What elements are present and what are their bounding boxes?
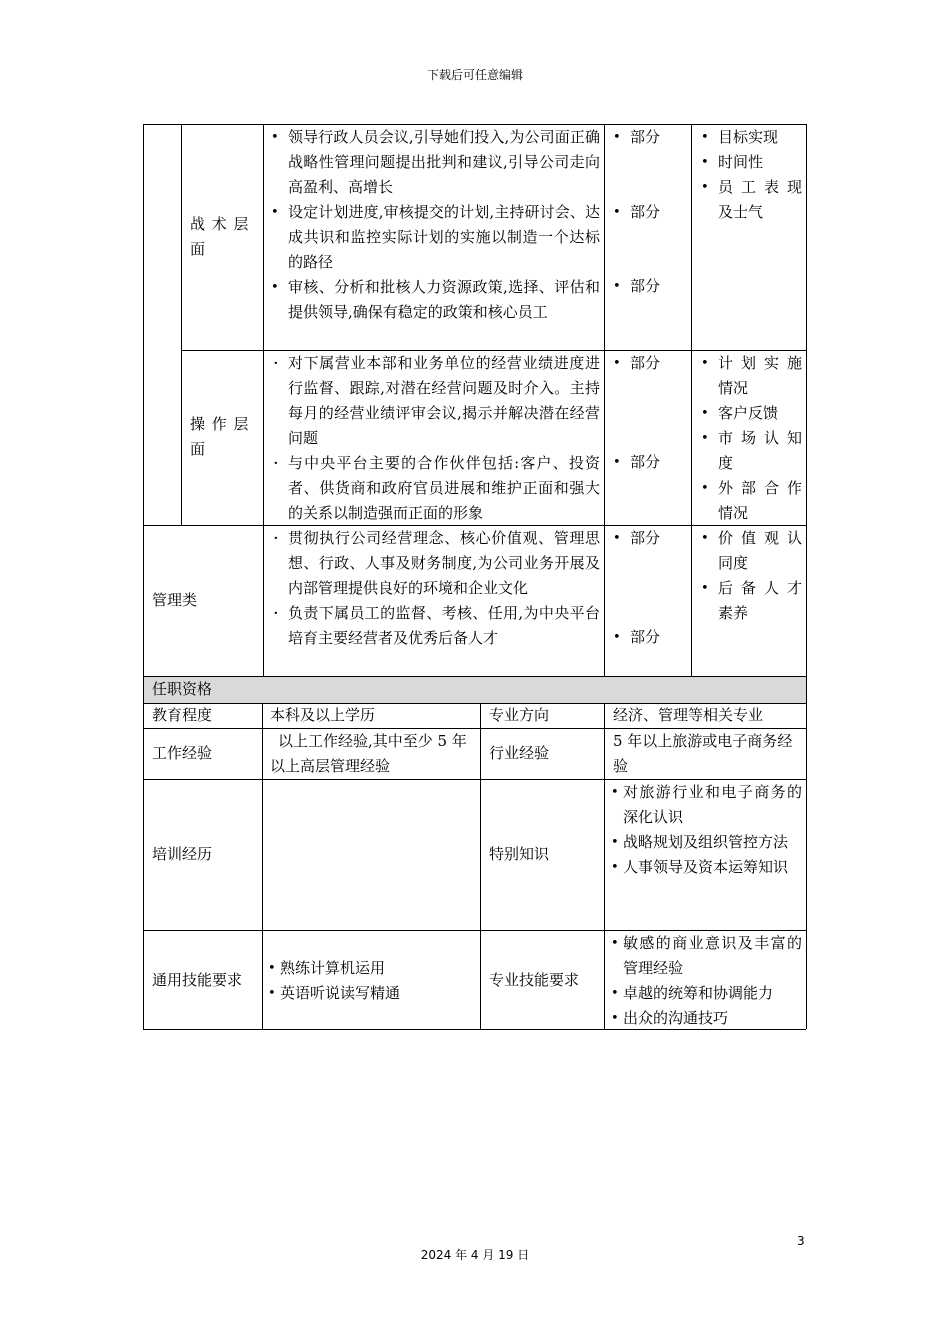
management-role-item: • 部分 (608, 526, 688, 625)
general-skill-item: • 熟练计算机运用 (266, 956, 476, 981)
training-label: 培训经历 (152, 845, 213, 863)
professional-skill-item: • 出众的沟通技巧 (609, 1006, 802, 1031)
operational-indicator-item: • 市 场 认 知 度 (696, 426, 802, 476)
special-knowledge-list (609, 780, 802, 880)
general-skills-list (266, 956, 476, 1006)
tactical-duties-list (266, 125, 600, 325)
management-label: 管理类 (152, 591, 198, 609)
tactical-role-item: • 部分 (608, 200, 688, 274)
general-skill-item: • 英语听说读写精通 (266, 981, 476, 1006)
major-value: 经济、管理等相关专业 (613, 706, 764, 724)
tactical-indicator-item: • 目标实现 (696, 125, 802, 150)
management-duty-item: · 贯彻执行公司经营理念、核心价值观、管理思想、行政、人事及财务制度,为公司业务开展及内部管理提供良好的环境和企业文化 (266, 526, 600, 601)
operational-duty-item: · 与中央平台主要的合作伙伴包括:客户、投资者、供货商和政府官员进展和维护正面和强大的关系以制造强而正面的形象 (266, 451, 600, 526)
footer-date: 2024 年 4 月 19 日 (420, 1248, 530, 1262)
work-experience-value: 以上工作经验,其中至少 5 年以上高层管理经验 (270, 732, 467, 775)
special-knowledge-item: • 对旅游行业和电子商务的深化认识 (609, 780, 802, 830)
operational-duty-item: · 对下属营业本部和业务单位的经营业绩进度进行监督、跟踪,对潜在经营问题及时介入。主持每月的经营业绩评审会议,揭示并解决潜在经营问题 (266, 351, 600, 451)
professional-skills-list (609, 931, 802, 1031)
major-label: 专业方向 (489, 706, 550, 724)
tactical-indicator-item: • 员 工 表 现 及士气 (696, 175, 802, 225)
tactical-role-item: • 部分 (608, 274, 688, 299)
industry-experience-value: 5 年以上旅游或电子商务经验 (613, 732, 793, 775)
tactical-indicator-item: • 时间性 (696, 150, 802, 175)
professional-skill-item: • 敏感的商业意识及丰富的管理经验 (609, 931, 802, 981)
management-indicator-list (696, 526, 802, 626)
management-indicator-item: • 后 备 人 才 素养 (696, 576, 802, 626)
general-skills-label: 通用技能要求 (152, 971, 243, 989)
tactical-role-item: • 部分 (608, 125, 688, 200)
tactical-role-list (608, 125, 688, 299)
special-knowledge-item: • 人事领导及资本运筹知识 (609, 855, 802, 880)
operational-indicator-list (696, 351, 802, 526)
operational-role-list (608, 351, 688, 475)
tactical-level-label: 战 术 层 面 (190, 215, 250, 258)
education-value: 本科及以上学历 (270, 706, 376, 724)
management-indicator-item: • 价 值 观 认 同度 (696, 526, 802, 576)
operational-role-item: • 部分 (608, 450, 688, 475)
tactical-indicator-list (696, 125, 802, 225)
page-header-note: 下载后可任意编辑 (426, 68, 523, 82)
operational-indicator-item: • 计 划 实 施 情况 (696, 351, 802, 401)
operational-role-item: • 部分 (608, 351, 688, 450)
special-knowledge-item: • 战略规划及组织管控方法 (609, 830, 802, 855)
management-duty-item: · 负责下属员工的监督、考核、任用,为中央平台培育主要经营者及优秀后备人才 (266, 601, 600, 651)
operational-duties-list (266, 351, 600, 526)
management-duties-list (266, 526, 600, 651)
management-role-list (608, 526, 688, 650)
professional-skill-item: • 卓越的统筹和协调能力 (609, 981, 802, 1006)
tactical-duty-item: • 审核、分析和批核人力资源政策,选择、评估和提供领导,确保有稳定的政策和核心员工 (266, 275, 600, 325)
industry-experience-label: 行业经验 (489, 744, 550, 762)
operational-indicator-item: • 外 部 合 作 情况 (696, 476, 802, 526)
work-experience-label: 工作经验 (152, 744, 213, 762)
management-role-item: • 部分 (608, 625, 688, 650)
professional-skills-label: 专业技能要求 (489, 971, 580, 989)
operational-indicator-item: • 客户反馈 (696, 401, 802, 426)
education-label: 教育程度 (152, 706, 213, 724)
qualifications-section-title: 任职资格 (152, 680, 213, 698)
operational-level-label: 操 作 层 面 (190, 415, 250, 458)
special-knowledge-label: 特别知识 (489, 845, 550, 863)
tactical-duty-item: • 设定计划进度,审核提交的计划,主持研讨会、达成共识和监控实际计划的实施以制造一个达标的路径 (266, 200, 600, 275)
tactical-duty-item: • 领导行政人员会议,引导她们投入,为公司面正确战略性管理问题提出批判和建议,引导公司走向高盈利、高增长 (266, 125, 600, 200)
page-number: 3 (797, 1234, 805, 1248)
